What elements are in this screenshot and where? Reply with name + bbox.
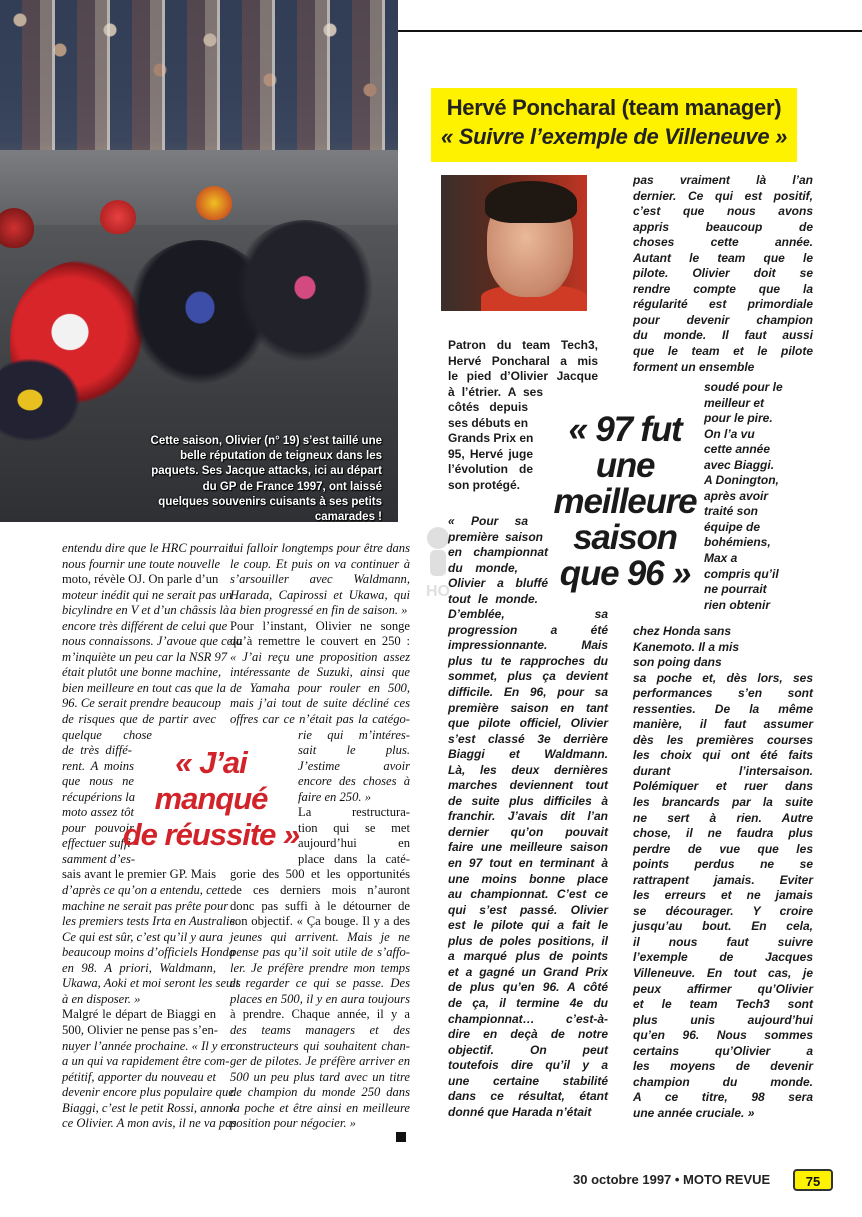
text-line: son protégé.: [448, 477, 521, 492]
text-line: d’après ce qu’on a entendu, cette: [62, 883, 230, 898]
text-line: marches deviennent tout: [448, 778, 608, 793]
text-line: de risques que de partir avec: [62, 712, 216, 727]
text-line: performances s’en sont: [633, 686, 813, 701]
text-line: Olivier a bluffé: [448, 576, 548, 591]
text-line: champion du monde.: [633, 1074, 813, 1089]
text-line: première saison en tant: [448, 700, 608, 715]
text-line: pétitif, apporter du nouveau et: [62, 1069, 216, 1084]
text-line: effectuer suffi-: [62, 836, 136, 851]
text-line: meilleur et: [704, 395, 765, 410]
text-line: Polémiquer et ruer dans: [633, 779, 813, 794]
text-line: manière, il faut assumer: [633, 717, 813, 732]
text-line: ressenties. De la même: [633, 701, 813, 716]
text-line: une année cruciale. »: [633, 1105, 755, 1120]
text-line: plus de poles positions, il: [448, 933, 608, 948]
text-line: les erreurs et ne jamais: [633, 888, 813, 903]
text-line: moto assez tôt: [62, 805, 134, 820]
text-line: championnat… c’est-à-: [448, 1011, 608, 1026]
text-line: machine ne serait pas prête pour: [62, 898, 229, 913]
svg-text:HO: HO: [426, 583, 450, 600]
text-line: cette année: [704, 442, 771, 457]
text-line: s’arsouiller avec Waldmann,: [230, 572, 410, 587]
text-line: ne pourrait: [704, 582, 767, 597]
rider-helmet-3: [0, 208, 34, 248]
text-line: ne sert à rien. Autre: [633, 810, 813, 825]
pull-quote-line: une: [595, 446, 655, 485]
text-line: côtés depuis: [448, 400, 528, 415]
text-line: rattrapent jamais. Eviter: [633, 872, 813, 887]
pull-quote-line: de réussite »: [122, 817, 300, 852]
text-line: samment d’es-: [62, 851, 136, 866]
text-line: aujourd’hui en: [298, 836, 410, 851]
end-mark: [396, 1132, 406, 1142]
body-column-3: [448, 514, 608, 1120]
text-line: une certaine stabilité: [448, 1073, 608, 1088]
text-line: plus unis aujourd’hui: [633, 1012, 813, 1027]
text-line: se décourager. Y croire: [633, 903, 813, 918]
text-line: de ces derniers mois n’auront: [230, 883, 410, 898]
text-line: c’est que nous avons: [633, 204, 813, 219]
text-line: qui s’est passé. Olivier: [448, 902, 608, 917]
text-line: pour devenir champion: [633, 312, 813, 327]
text-line: tion qui se met: [298, 820, 410, 835]
text-line: forment un ensemble: [633, 359, 755, 374]
text-line: en championnat: [448, 545, 548, 560]
text-line: et a gagné un Grand Prix: [448, 964, 608, 979]
text-line: nuyer l’année prochaine. « Il y en: [62, 1038, 233, 1053]
text-line: donné que Harada n’était: [448, 1104, 592, 1119]
text-line: Biaggi et Waldmann.: [448, 747, 608, 762]
text-line: rent. A moins: [62, 758, 134, 773]
pull-quote-line: meilleure: [553, 482, 697, 521]
text-line: au championnat. C’est ce: [448, 887, 608, 902]
text-line: « Pour sa: [448, 514, 528, 528]
text-line: objectif. On peut: [448, 1042, 608, 1057]
text-line: dans ce résultat, étant: [448, 1089, 608, 1104]
text-line: position pour négocier. »: [230, 1116, 356, 1131]
text-line: des teams managers et des: [230, 1022, 410, 1037]
text-line: entendu dire que le HRC pourrait: [62, 541, 232, 555]
text-line: pas vraiment là l’an: [633, 173, 813, 187]
text-line: il nous faut suivre: [633, 934, 813, 949]
text-line: une moins bonne place: [448, 871, 608, 886]
pull-quote-line: « 97 fut: [568, 410, 682, 449]
text-line: a marqué plus de points: [448, 949, 608, 964]
text-line: les choix qui ont été faits: [633, 748, 813, 763]
text-line: devenir encore plus populaire que: [62, 1085, 234, 1100]
pull-quote-line: manqué: [154, 781, 268, 816]
fence: [0, 0, 398, 150]
rider-helmet-1: [100, 200, 136, 234]
text-line: faire en 250. »: [298, 789, 371, 804]
text-line: La restructura-: [298, 805, 410, 820]
text-line: les moyens de devenir: [633, 1059, 813, 1074]
text-line: toutefois dire qu’il y a: [448, 1058, 608, 1073]
text-line: que nous ne: [62, 774, 134, 789]
text-line: Malgré le départ de Biaggi en: [62, 1007, 216, 1022]
text-line: après avoir: [704, 488, 769, 503]
portrait-photo: [441, 175, 587, 311]
text-line: Ce qui est sûr, c’est qu’il y aura: [62, 929, 223, 944]
text-line: Autant le team que le: [633, 250, 813, 265]
body-column-4-bottom: [633, 624, 813, 1122]
text-line: ger de pilotes. Je préfère arriver en: [230, 1054, 410, 1069]
text-line: mais j’ai tout de suite décliné ces: [230, 696, 410, 711]
text-line: que pilote officiel, Olivier: [448, 716, 608, 731]
text-line: Là, les deux dernières: [448, 762, 608, 777]
text-line: dès les premières courses: [633, 732, 813, 747]
text-line: franchir. J’avais dit l’an: [448, 809, 608, 824]
text-line: 96. Ce serait prendre beaucoup: [62, 696, 221, 711]
text-line: Grands Prix en: [448, 431, 534, 446]
text-line: perdre de vue que les: [633, 841, 813, 856]
text-line: encore très différent de celui que: [62, 618, 228, 633]
text-line: et le team Tech3 sont: [633, 997, 813, 1012]
text-line: que le team et le pilote: [633, 344, 813, 359]
text-line: impressionnante. Mais: [448, 638, 608, 653]
text-line: pense pas qu’il soit utile de s’affo-: [230, 945, 410, 960]
text-line: le pied d’Olivier Jacque: [448, 369, 598, 384]
text-line: place dans la caté-: [298, 851, 410, 866]
text-line: lui falloir longtemps pour être dans: [230, 541, 410, 555]
pull-quote-line: que 96 »: [559, 554, 691, 593]
text-line: appris beaucoup de: [633, 219, 813, 234]
text-line: a un qui va rapidement être com-: [62, 1054, 230, 1069]
text-line: dernier. Ce qui est positif,: [633, 188, 813, 203]
text-line: son objectif. « Ça bouge. Il y a des: [230, 914, 410, 929]
text-line: s’est classé 3e derrière: [448, 731, 608, 746]
text-line: en 98. A priori, Waldmann,: [62, 960, 216, 975]
text-line: J’estime avoir: [298, 758, 410, 773]
text-line: peux affirmer qu’Olivier: [633, 981, 813, 996]
text-line: rendre compte que la: [633, 281, 813, 296]
text-line: les brancards par la suite: [633, 795, 813, 810]
pull-quote-line: saison: [573, 518, 677, 557]
text-line: faire une meilleure saison: [448, 840, 608, 855]
text-line: gorie des 500 et les opportunités: [230, 867, 410, 882]
text-line: pilote. Olivier doit se: [633, 266, 813, 281]
text-line: Biaggi, c’est le petit Rossi, annon-: [62, 1100, 236, 1115]
text-line: tout le monde.: [448, 591, 538, 606]
article-title: Hervé Poncharal (team manager): [446, 95, 782, 120]
text-line: donc pas suffi à le détourner de: [230, 898, 410, 913]
top-rule: [398, 30, 862, 32]
text-line: difficile. En 96, pour sa: [448, 685, 608, 700]
text-line: Villeneuve. En tout cas, je: [633, 966, 813, 981]
text-line: Pour l’instant, Olivier ne songe: [230, 618, 410, 633]
text-line: intéressante de Suzuki, ainsi que: [230, 665, 410, 680]
body-column-4-middle: [704, 380, 814, 613]
text-line: constructeurs qui souhaitent chan-: [230, 1038, 410, 1053]
text-line: dernier qu’on pouvait: [448, 824, 608, 839]
text-line: à en disposer. »: [62, 991, 141, 1006]
footer-issue: 30 octobre 1997 • MOTO REVUE: [573, 1172, 771, 1187]
text-line: points perdus ne se: [633, 857, 813, 872]
text-line: quelque chose: [62, 727, 152, 742]
text-line: jeunes qui arrivent. Mais je ne: [230, 929, 410, 944]
text-line: Harada, Capirossi et Ukawa, qui: [230, 587, 410, 602]
text-line: m’inquiète un peu car la NSR 97: [62, 649, 228, 664]
text-line: progression a été: [448, 622, 608, 637]
text-line: 95, Hervé juge: [448, 446, 533, 461]
text-line: qu’en 96. Nous sommes: [633, 1028, 813, 1043]
motorcycle-4: [0, 350, 90, 450]
text-line: places en 500, il y en aura toujours: [230, 991, 410, 1006]
text-line: était plutôt une bonne machine,: [62, 665, 222, 680]
text-line: bohémiens,: [704, 535, 771, 550]
text-line: de très diffé-: [62, 743, 132, 758]
text-line: 500, Olivier ne pense pas s’en-: [62, 1022, 218, 1037]
text-line: a bien progressé en fin de saison. »: [230, 603, 408, 618]
text-line: de suite plus difficiles à: [448, 793, 608, 808]
text-line: équipe de: [704, 519, 761, 534]
text-line: A ce titre, 98 sera: [633, 1090, 813, 1105]
text-line: ler. Je préfère prendre mon temps: [230, 960, 410, 975]
text-line: de plus qu’en 96. A côté: [448, 980, 608, 995]
text-line: A Donington,: [704, 473, 779, 488]
text-line: de Yamaha pour rouler en 500,: [230, 680, 410, 695]
text-line: chez Honda sans: [633, 624, 732, 638]
text-line: rie qui m’intéres-: [298, 727, 410, 742]
pull-quote-line: « J’ai: [175, 745, 247, 780]
text-line: sommet, plus ça devient: [448, 669, 608, 684]
text-line: choses cette année.: [633, 235, 813, 250]
text-line: sais avant le premier GP. Mais: [62, 867, 216, 882]
text-line: pour pouvoir: [62, 820, 134, 835]
text-line: offres car ce n’était pas la catégo-: [230, 712, 410, 727]
text-line: jusqu’au bout. En cela,: [633, 919, 813, 934]
text-line: qu’à remettre le couvert en 250 :: [230, 634, 410, 649]
rider-helmet-2: [196, 186, 232, 220]
text-line: son poing dans: [633, 655, 722, 670]
text-line: 500 un peu plus tard avec un titre: [230, 1069, 410, 1084]
text-line: de champion du monde 250 dans: [230, 1085, 410, 1100]
text-line: nous connaissons. J’avoue que cela: [62, 634, 243, 649]
watermark-logo: [414, 520, 462, 602]
text-line: bicylindre en V et d’un châssis là: [62, 603, 230, 618]
text-line: ce Olivier. A mon avis, il ne va pas: [62, 1116, 237, 1131]
photo-caption: Cette saison, Olivier (n° 19) s’est taillé une belle réputation de teigneux dans les paquets. Ses Jacque attacks, ici au départ du GP de France 1997, ont laissé quelques souvenirs cuisants à ses petits camarades !: [150, 435, 382, 524]
text-line: D’emblée, sa: [448, 607, 608, 622]
text-line: durant l’intersaison.: [633, 763, 813, 778]
text-line: en 97 tout en terminant à: [448, 856, 608, 871]
text-line: Hervé Poncharal a mis: [448, 353, 598, 368]
text-line: bien meilleure en tout cas que la: [62, 680, 226, 695]
text-line: sait le plus.: [298, 743, 410, 758]
text-line: est le pilote qui a fait le: [448, 918, 608, 933]
text-line: Kanemoto. Il a mis: [633, 639, 740, 654]
text-line: certains qu’Olivier a: [633, 1043, 813, 1058]
text-line: régularité est primordiale: [633, 297, 813, 312]
text-line: sa poche et, dès lors, ses: [633, 670, 813, 685]
text-line: la poche et être ainsi en meilleure: [230, 1100, 410, 1115]
text-line: traité son: [704, 504, 759, 519]
pull-quote-red: [118, 745, 304, 853]
text-line: Patron du team Tech3,: [448, 338, 598, 352]
text-line: beaucoup moins d’officiels Honda: [62, 945, 236, 960]
text-line: du monde,: [448, 560, 518, 575]
text-line: encore des choses à: [298, 774, 410, 789]
text-line: nous fournir une toute nouvelle: [62, 556, 221, 571]
text-line: première saison: [448, 529, 543, 544]
text-line: dire en deçà de notre: [448, 1027, 608, 1042]
motorcycle-3: [230, 220, 380, 370]
text-line: les premiers tests Irta en Australie.: [62, 914, 239, 929]
page-number: 75: [793, 1169, 833, 1191]
text-line: Ukawa, Aoki et moi seront les seuls: [62, 976, 241, 991]
text-line: l’exemple de Jacques: [633, 950, 813, 965]
body-column-4-top: [633, 173, 813, 375]
text-line: Max a: [704, 551, 738, 566]
article-subtitle: « Suivre l’exemple de Villeneuve »: [440, 124, 788, 149]
text-line: plus tu te rapproches du: [448, 653, 608, 668]
text-line: « J’ai reçu une proposition assez: [230, 649, 410, 664]
text-line: et regarder ce qui se passe. Des: [230, 976, 410, 991]
text-line: le coup. Et puis on va continuer à: [230, 556, 410, 571]
text-line: de ça, il termine 4e du: [448, 995, 608, 1010]
text-line: récupérions la: [62, 789, 136, 804]
text-line: avec Biaggi.: [704, 457, 775, 472]
text-line: à l’étrier. A ses: [448, 384, 543, 399]
text-line: rien obtenir: [704, 597, 771, 612]
portrait-hair: [485, 181, 577, 223]
text-line: On l’a vu: [704, 426, 755, 441]
text-line: du monde. Il faut aussi: [633, 328, 813, 343]
text-line: l’évolution de: [448, 462, 533, 477]
pull-quote-black: [552, 412, 698, 592]
text-line: pour le pire.: [704, 411, 773, 426]
text-line: moto, révèle OJ. On parle d’un: [62, 572, 219, 587]
text-line: à prendre. Chaque année, il y a: [230, 1007, 410, 1022]
text-line: ses débuts en: [448, 415, 529, 430]
text-line: compris qu’il: [704, 566, 779, 581]
text-line: chose, il ne faudra plus: [633, 826, 813, 841]
text-line: moteur inédit qui ne serait pas un: [62, 587, 233, 602]
text-line: soudé pour le: [704, 380, 783, 394]
